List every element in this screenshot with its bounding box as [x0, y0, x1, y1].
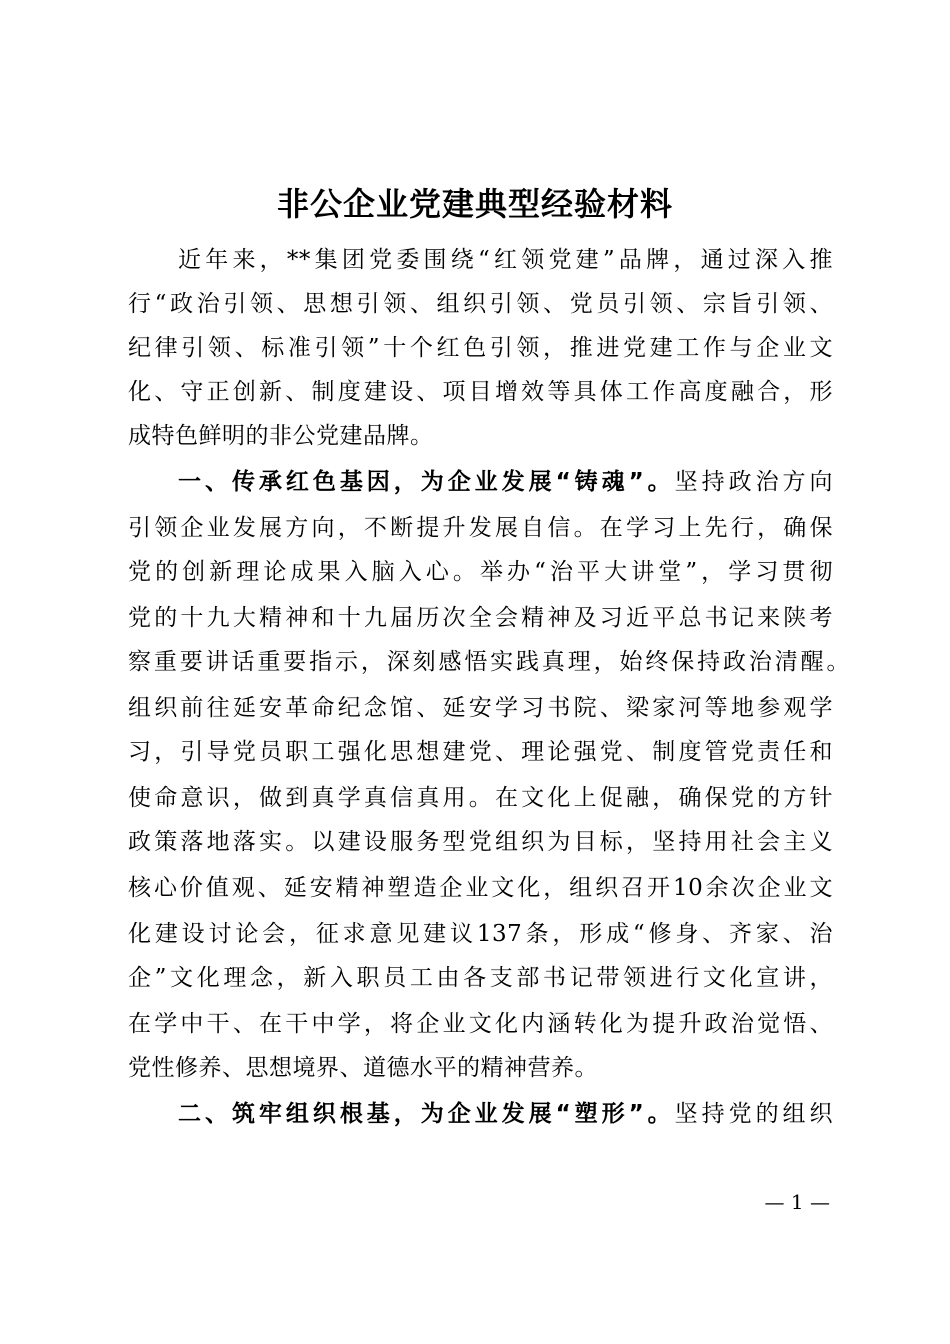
section1-line-2: 党的创新理论成果入脑入心。举办“治平大讲堂”，学习贯彻 [128, 559, 833, 585]
section1-line-10: 化建设讨论会，征求意见建议137条，形成“修身、齐家、治 [128, 921, 833, 947]
section1-first-line [178, 460, 833, 504]
section1-line-9: 核心价值观、延安精神塑造企业文化，组织召开10余次企业文 [128, 875, 833, 901]
section2-first-line-text: 坚持党的组织 [674, 1101, 834, 1127]
section2-heading: 二、筑牢组织根基，为企业发展“塑形”。 [178, 1101, 675, 1127]
intro-line-5: 成特色鲜明的非公党建品牌。 [128, 423, 434, 449]
section1-line-3: 党的十九大精神和十九届历次全会精神及习近平总书记来陕考 [128, 605, 833, 631]
section1-line-7: 使命意识，做到真学真信真用。在文化上促融，确保党的方针 [128, 785, 833, 811]
page-number: — 1 — [764, 1190, 830, 1214]
section1-line-11: 企”文化理念，新入职员工由各支部书记带领进行文化宣讲， [128, 965, 833, 991]
intro-line-2: 行“政治引领、思想引领、组织引领、党员引领、宗旨引领、 [128, 291, 833, 317]
section1-line-4: 察重要讲话重要指示，深刻感悟实践真理，始终保持政治清醒。 [128, 649, 850, 675]
section1-line-12: 在学中干、在干中学，将企业文化内涵转化为提升政治觉悟、 [128, 1011, 833, 1037]
section1-line-1: 引领企业发展方向，不断提升发展自信。在学习上先行，确保 [128, 515, 833, 541]
section1-line-8: 政策落地落实。以建设服务型党组织为目标，坚持用社会主义 [128, 829, 833, 855]
document-title: 非公企业党建典型经验材料 [276, 185, 673, 223]
intro-line-1: 近年来，**集团党委围绕“红领党建”品牌，通过深入推 [178, 247, 833, 273]
section1-line-13: 党性修养、思想境界、道德水平的精神营养。 [128, 1055, 598, 1081]
section1-line-5: 组织前往延安革命纪念馆、延安学习书院、梁家河等地参观学 [128, 695, 833, 721]
section1-first-line-text: 坚持政治方向 [674, 469, 834, 495]
intro-line-3: 纪律引领、标准引领”十个红色引领，推进党建工作与企业文 [128, 335, 833, 361]
intro-line-4: 化、守正创新、制度建设、项目增效等具体工作高度融合，形 [128, 379, 833, 405]
section2-first-line [178, 1092, 833, 1136]
section1-line-6: 习，引导党员职工强化思想建党、理论强党、制度管党责任和 [128, 739, 833, 765]
section1-heading: 一、传承红色基因，为企业发展“铸魂”。 [178, 469, 675, 495]
